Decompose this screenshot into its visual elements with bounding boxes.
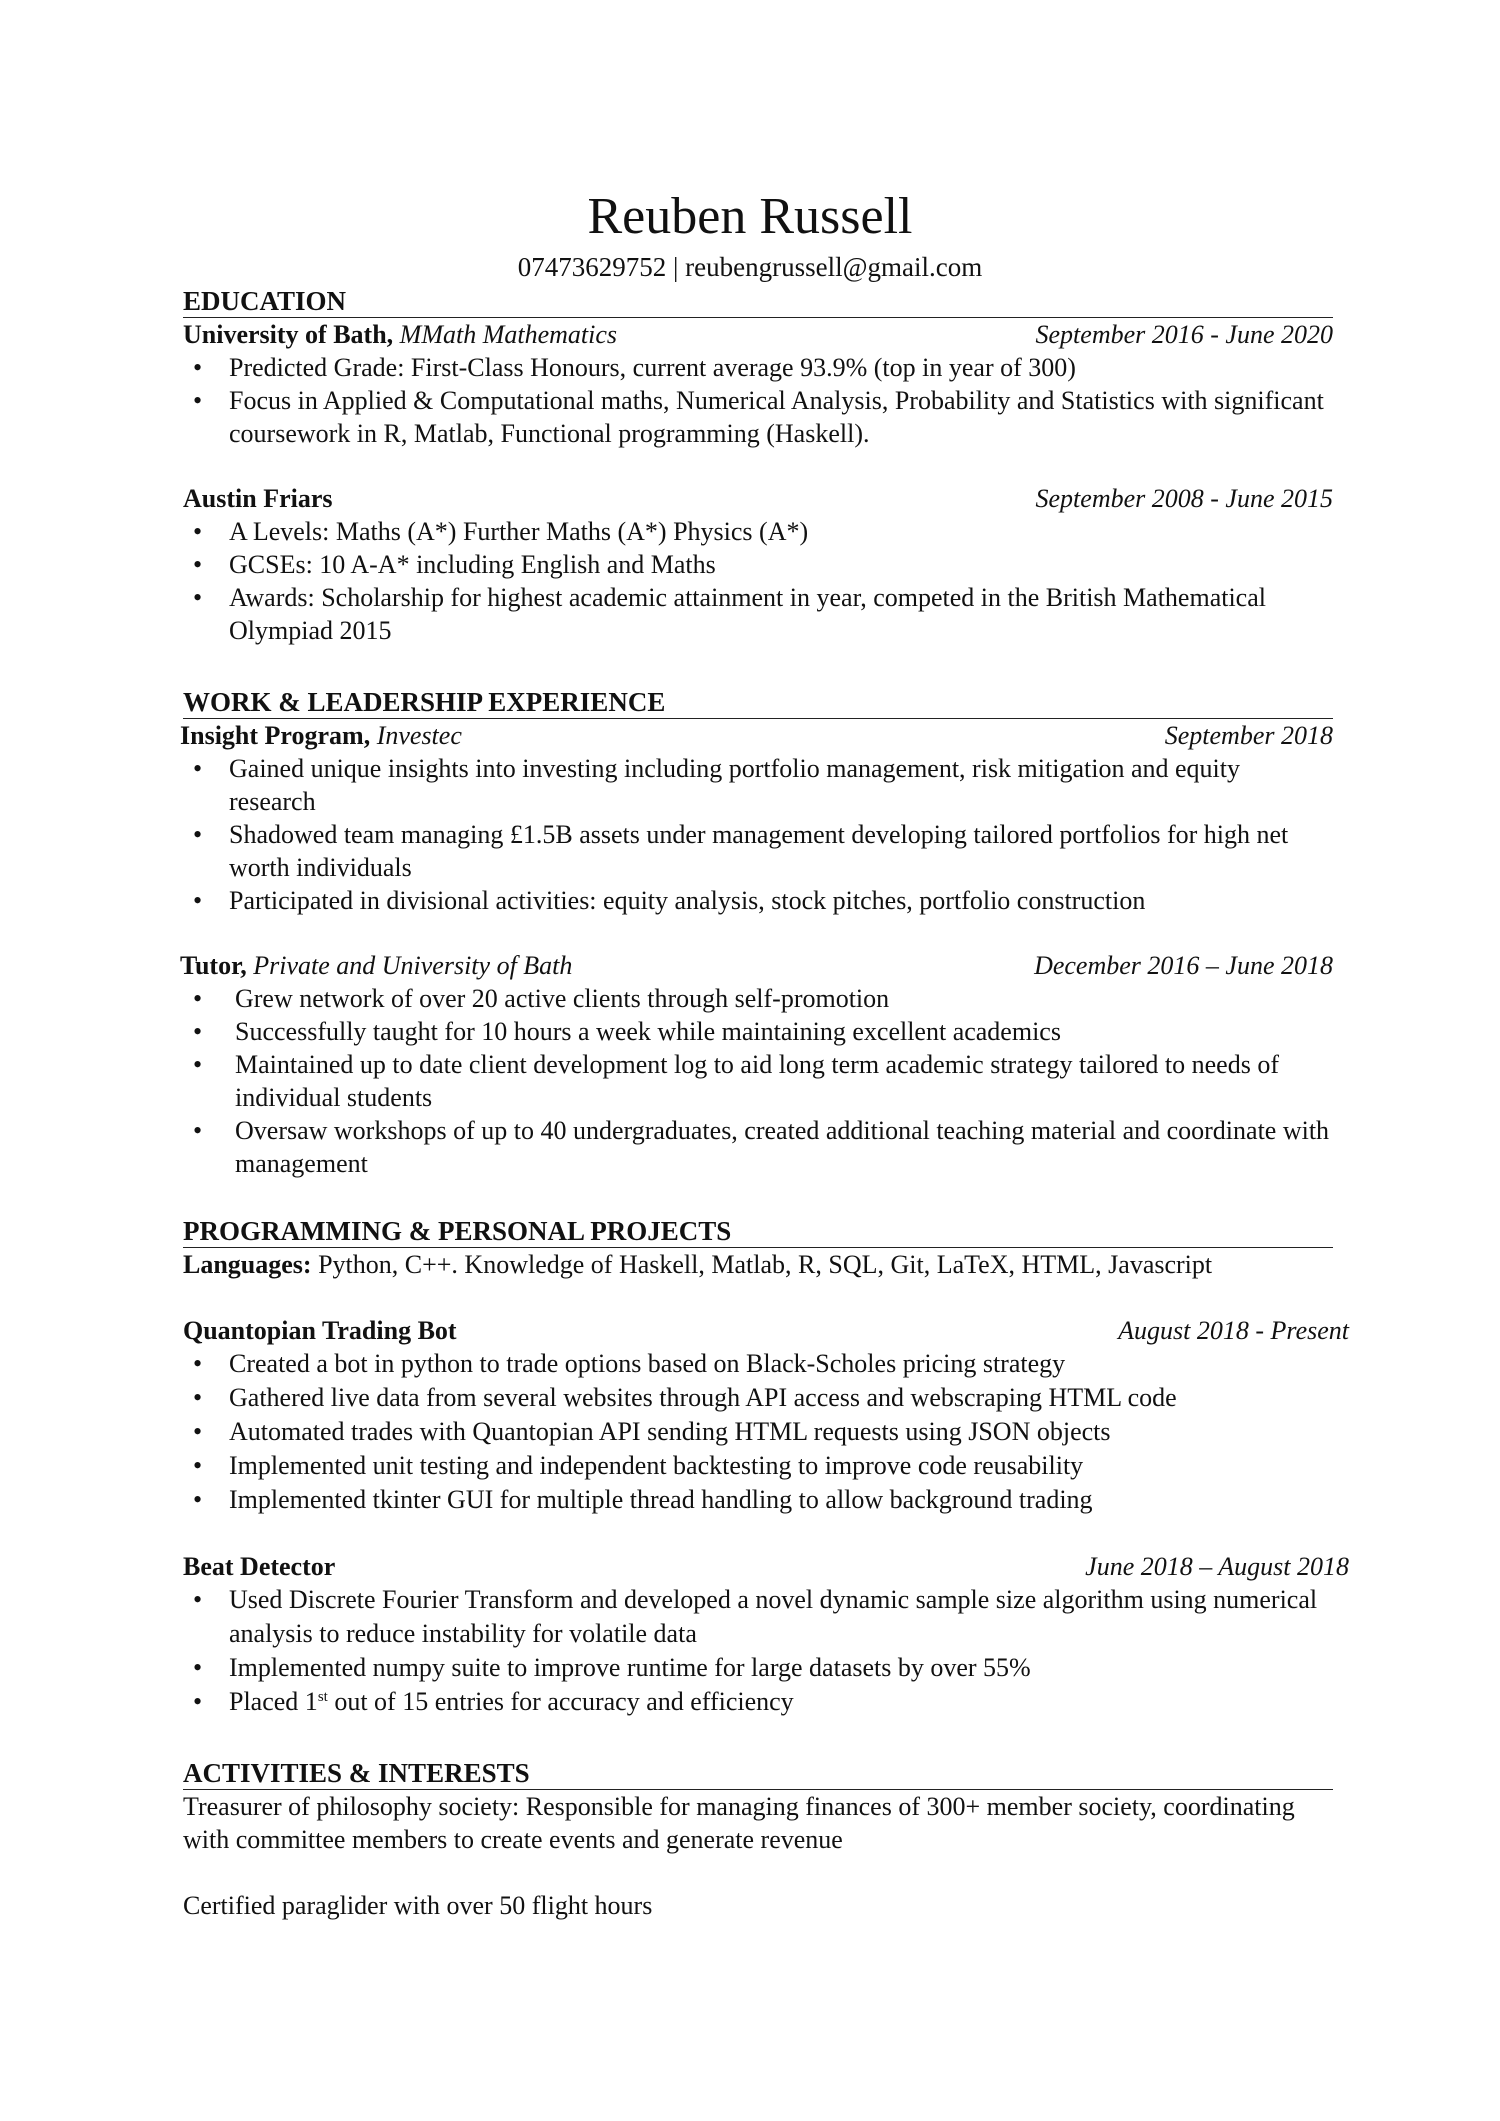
languages-line xyxy=(183,1248,1333,1281)
degree-name: MMath Mathematics xyxy=(399,320,618,349)
bullet-item: • Gathered live data from several websites through API access and webscraping HTML code xyxy=(183,1381,1333,1415)
work-section xyxy=(180,687,1333,1180)
placed-suffix: out of 15 entries for accuracy and efficiency xyxy=(327,1687,794,1716)
placed-prefix: Placed 1 xyxy=(229,1687,318,1716)
bullet-list xyxy=(183,515,1333,647)
bullet-item: • Automated trades with Quantopian API sending HTML requests using JSON objects xyxy=(183,1415,1333,1449)
education-entry-header xyxy=(183,318,1333,351)
section-title: WORK & LEADERSHIP EXPERIENCE xyxy=(183,687,1333,719)
bullet-item: • Implemented unit testing and independent backtesting to improve code reusability xyxy=(183,1449,1333,1483)
bullet-item: • Implemented tkinter GUI for multiple thread handling to allow background trading xyxy=(183,1483,1333,1517)
bullet-item: • Successfully taught for 10 hours a week while maintaining excellent academics xyxy=(183,1015,1333,1048)
bullet-list xyxy=(183,351,1333,450)
bullet-list xyxy=(183,982,1333,1180)
activity-item: Certified paraglider with over 50 flight hours xyxy=(183,1891,653,1920)
date-range: September 2018 xyxy=(1164,721,1333,750)
candidate-name: Reuben Russell xyxy=(587,188,913,245)
bullet-list xyxy=(183,752,1333,917)
bullet-list xyxy=(183,1347,1333,1517)
activity-item: Treasurer of philosophy society: Responsible for managing finances of 300+ member society, coordinating with committee members to create events and generate revenue xyxy=(183,1792,1295,1854)
ordinal-suffix: st xyxy=(317,1689,328,1705)
education-entry-header xyxy=(183,482,1333,515)
section-title: ACTIVITIES & INTERESTS xyxy=(183,1758,1333,1790)
project-name: Quantopian Trading Bot xyxy=(183,1316,457,1345)
projects-section xyxy=(183,1216,1349,1719)
education-section xyxy=(183,286,1333,647)
bullet-item: • Gained unique insights into investing including portfolio management, risk mitigation and equity research xyxy=(183,752,1333,818)
project-entry-header xyxy=(183,1550,1349,1583)
bullet-list xyxy=(183,1583,1333,1719)
institution-name: Austin Friars xyxy=(183,484,333,513)
contact-line: 07473629752 | reubengrussell@gmail.com xyxy=(517,252,983,282)
work-entry-header xyxy=(180,719,1333,752)
bullet-item: • A Levels: Maths (A*) Further Maths (A*) Physics (A*) xyxy=(183,515,1333,548)
date-range: August 2018 - Present xyxy=(1118,1316,1349,1345)
date-range: September 2016 - June 2020 xyxy=(1035,320,1333,349)
bullet-item: • Participated in divisional activities: equity analysis, stock pitches, portfolio construction xyxy=(183,884,1333,917)
activities-section xyxy=(183,1758,1333,1922)
bullet-item: • Focus in Applied & Computational maths, Numerical Analysis, Probability and Statistics with significant coursework in R, Matlab, Functional programming (Haskell). xyxy=(183,384,1333,450)
bullet-item: • Created a bot in python to trade options based on Black-Scholes pricing strategy xyxy=(183,1347,1333,1381)
bullet-item: • Oversaw workshops of up to 40 undergraduates, created additional teaching material and coordinate with management xyxy=(183,1114,1333,1180)
bullet-item: • Grew network of over 20 active clients through self-promotion xyxy=(183,982,1333,1015)
bullet-item: • Awards: Scholarship for highest academic attainment in year, competed in the British Mathematical Olympiad 2015 xyxy=(183,581,1333,647)
position-title: Insight Program, xyxy=(180,721,371,750)
project-entry-header xyxy=(183,1314,1349,1347)
languages-label: Languages: xyxy=(183,1250,312,1279)
date-range: June 2018 – August 2018 xyxy=(1085,1552,1349,1581)
bullet-item: • GCSEs: 10 A-A* including English and Maths xyxy=(183,548,1333,581)
bullet-item: • Maintained up to date client development log to aid long term academic strategy tailored to needs of individual students xyxy=(183,1048,1333,1114)
work-entry-header xyxy=(180,949,1333,982)
languages-text: Python, C++. Knowledge of Haskell, Matlab, R, SQL, Git, LaTeX, HTML, Javascript xyxy=(311,1250,1213,1279)
bullet-item: • Implemented numpy suite to improve runtime for large datasets by over 55% xyxy=(183,1651,1333,1685)
bullet-item: • Shadowed team managing £1.5B assets under management developing tailored portfolios for high net worth individuals xyxy=(183,818,1333,884)
project-name: Beat Detector xyxy=(183,1552,336,1581)
employer-name: Private and University of Bath xyxy=(253,951,573,980)
date-range: December 2016 – June 2018 xyxy=(1034,951,1333,980)
bullet-item xyxy=(183,1685,1333,1719)
section-title: PROGRAMMING & PERSONAL PROJECTS xyxy=(183,1216,1333,1248)
employer-name: Investec xyxy=(376,721,462,750)
institution-name: University of Bath, xyxy=(183,320,394,349)
bullet-item: • Used Discrete Fourier Transform and developed a novel dynamic sample size algorithm using numerical analysis to reduce instability for volatile data xyxy=(183,1583,1333,1651)
position-title: Tutor, xyxy=(180,951,247,980)
section-title: EDUCATION xyxy=(183,286,1333,318)
bullet-item: • Predicted Grade: First-Class Honours, current average 93.9% (top in year of 300) xyxy=(183,351,1333,384)
date-range: September 2008 - June 2015 xyxy=(1035,484,1333,513)
